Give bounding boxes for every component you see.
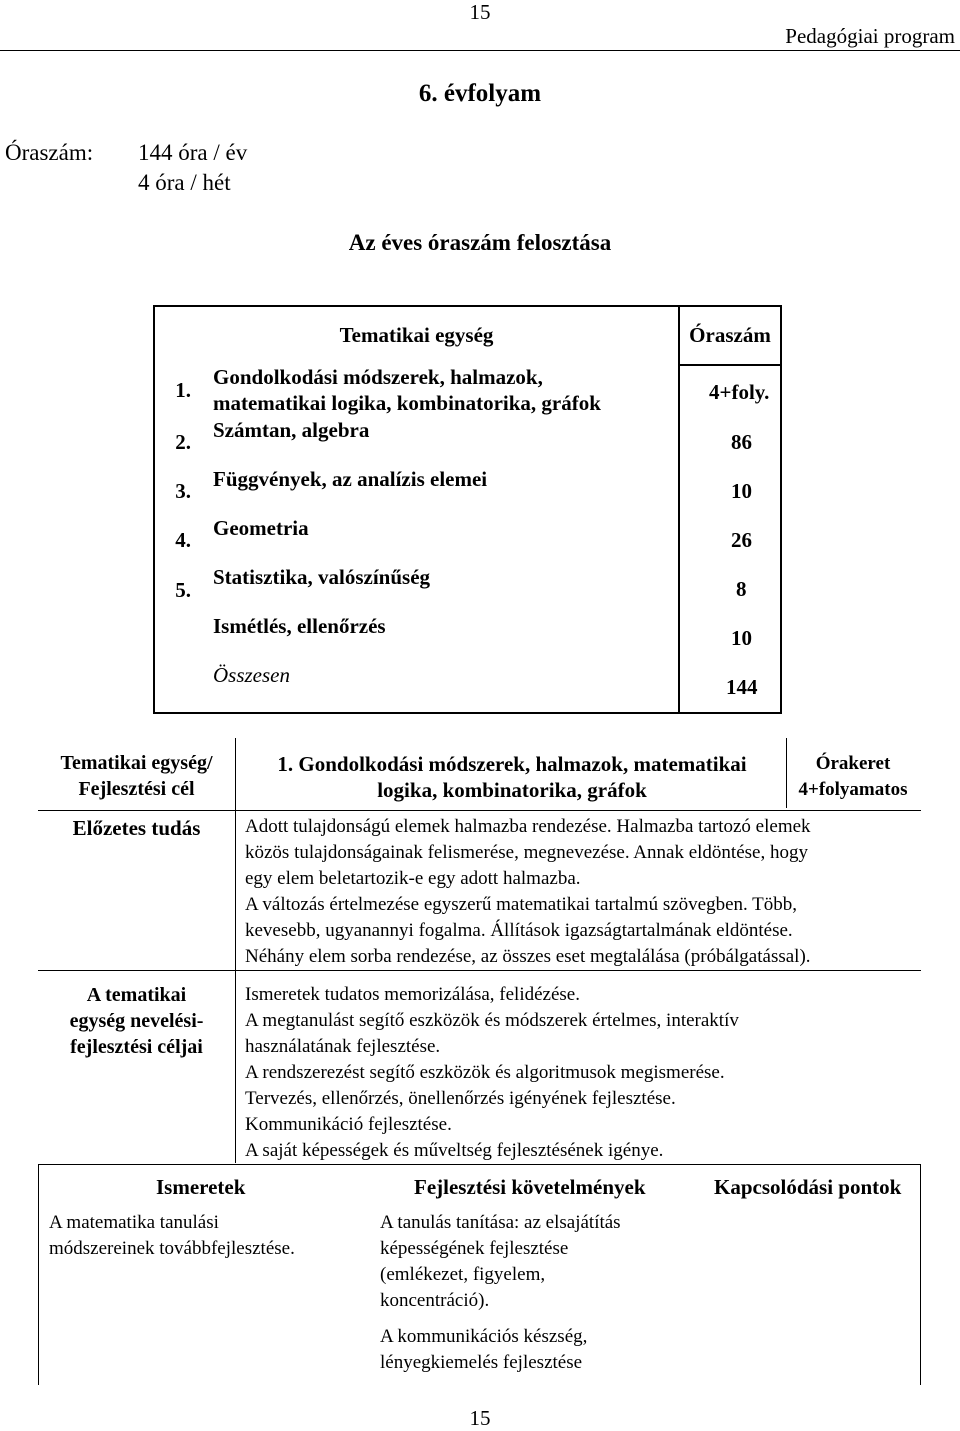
topic-cell: Statisztika, valószínűség <box>213 565 431 589</box>
text-line: Tervezés, ellenőrzés, önellenőrzés igényének fejlesztése. <box>245 1088 676 1109</box>
goals-label-line: egység nevelési- <box>69 1010 204 1032</box>
goals-label <box>38 982 235 1060</box>
topic-cell: Függvények, az analízis elemei <box>213 467 488 491</box>
page-number-bottom: 15 <box>469 1406 491 1430</box>
column-divider <box>678 307 680 712</box>
hours-cell: 26 <box>731 528 752 552</box>
topic-cell: Ismétlés, ellenőrzés <box>213 614 386 638</box>
prior-knowledge-label: Előzetes tudás <box>72 816 201 840</box>
text-line: Kommunikáció fejlesztése. <box>245 1114 452 1135</box>
text-line: koncentráció). <box>380 1290 490 1311</box>
topic-cell: Geometria <box>213 516 309 540</box>
row-divider <box>38 1164 921 1165</box>
hours-cell: 8 <box>736 577 747 601</box>
time-frame <box>786 751 920 803</box>
distribution-title: Az éves óraszám felosztása <box>348 230 612 255</box>
column-header-topic: Tematikai egység <box>339 323 494 347</box>
row-divider <box>38 970 921 971</box>
row-divider <box>38 810 921 811</box>
row-number: 1. <box>175 378 191 402</box>
unit-title <box>238 751 786 803</box>
header-title: Pedagógiai program <box>785 24 955 48</box>
topic-cell: Számtan, algebra <box>213 418 370 442</box>
unit-label <box>38 750 235 802</box>
topic-cell: matematikai logika, kombinatorika, gráfok <box>213 391 601 415</box>
column-header-requirements: Fejlesztési követelmények <box>414 1175 646 1199</box>
text-line: A saját képességek és műveltség fejlesztésének igénye. <box>245 1140 664 1161</box>
text-line: A kommunikációs készség, <box>380 1326 588 1347</box>
unit-label-line: Fejlesztési cél <box>78 778 195 800</box>
column-header-links: Kapcsolódási pontok <box>714 1175 902 1199</box>
header-divider <box>0 50 960 51</box>
page-number-top: 15 <box>469 0 491 24</box>
hours-cell: 86 <box>731 430 752 454</box>
hours-cell: 4+foly. <box>709 380 770 404</box>
goals-text <box>245 982 925 1164</box>
text-line: képességének fejlesztése <box>380 1238 569 1259</box>
text-line: egy elem beletartozik-e egy adott halmazba. <box>245 868 581 889</box>
text-line: A változás értelmezése egyszerű matematikai tartalmú szövegben. Több, <box>245 894 798 915</box>
column-divider <box>235 738 236 1163</box>
text-line: lényegkiemelés fejlesztése <box>380 1352 583 1373</box>
text-line: Ismeretek tudatos memorizálása, felidézése. <box>245 984 580 1005</box>
goals-label-line: fejlesztési céljai <box>70 1036 203 1058</box>
text-line: A tanulás tanítása: az elsajátítás <box>380 1212 621 1233</box>
text-line: Néhány elem sorba rendezése, az összes eset megtalálása (próbálgatással). <box>245 946 811 967</box>
row-number: 4. <box>175 528 191 552</box>
hours-per-week: 4 óra / hét <box>138 170 231 195</box>
text-line: A megtanulást segítő eszközök és módszerek értelmes, interaktív <box>245 1010 739 1031</box>
text-line: A matematika tanulási <box>49 1212 219 1233</box>
hours-cell: 10 <box>731 626 752 650</box>
prior-knowledge-text <box>245 814 925 970</box>
time-frame-value: 4+folyamatos <box>798 779 908 800</box>
column-divider <box>920 1165 921 1385</box>
goals-label-line: A tematikai <box>86 984 187 1006</box>
grade-title: 6. évfolyam <box>418 80 542 107</box>
text-line: (emlékezet, figyelem, <box>380 1264 546 1285</box>
row-number: 5. <box>175 578 191 602</box>
unit-title-line: logika, kombinatorika, gráfok <box>377 778 647 802</box>
header-divider <box>678 364 780 366</box>
unit-title-line: 1. Gondolkodási módszerek, halmazok, matematikai <box>277 752 747 776</box>
requirements-cell <box>380 1210 710 1376</box>
knowledge-cell <box>49 1210 369 1262</box>
text-line: Adott tulajdonságú elemek halmazba rendezése. Halmazba tartozó elemek <box>245 816 811 837</box>
column-header-hours: Óraszám <box>689 323 771 347</box>
hours-per-year: 144 óra / év <box>138 140 248 165</box>
topic-cell: Gondolkodási módszerek, halmazok, <box>213 365 543 389</box>
hours-cell: 10 <box>731 479 752 503</box>
text-line: A rendszerezést segítő eszközök és algoritmusok megismerése. <box>245 1062 725 1083</box>
hours-total: 144 <box>726 675 758 699</box>
text-line: kevesebb, ugyanannyi fogalma. Állítások igazságtartalmának eldöntése. <box>245 920 793 941</box>
row-number: 3. <box>175 479 191 503</box>
unit-label-line: Tematikai egység/ <box>60 752 213 774</box>
text-line: módszereinek továbbfejlesztése. <box>49 1238 295 1259</box>
text-line: használatának fejlesztése. <box>245 1036 441 1057</box>
row-number: 2. <box>175 430 191 454</box>
total-label: Összesen <box>213 663 290 687</box>
time-frame-label: Órakeret <box>815 753 891 774</box>
column-divider <box>38 1165 39 1385</box>
text-line: közös tulajdonságainak felismerése, megnevezése. Annak eldöntése, hogy <box>245 842 808 863</box>
column-header-knowledge: Ismeretek <box>156 1175 246 1199</box>
hours-label: Óraszám: <box>5 140 94 165</box>
